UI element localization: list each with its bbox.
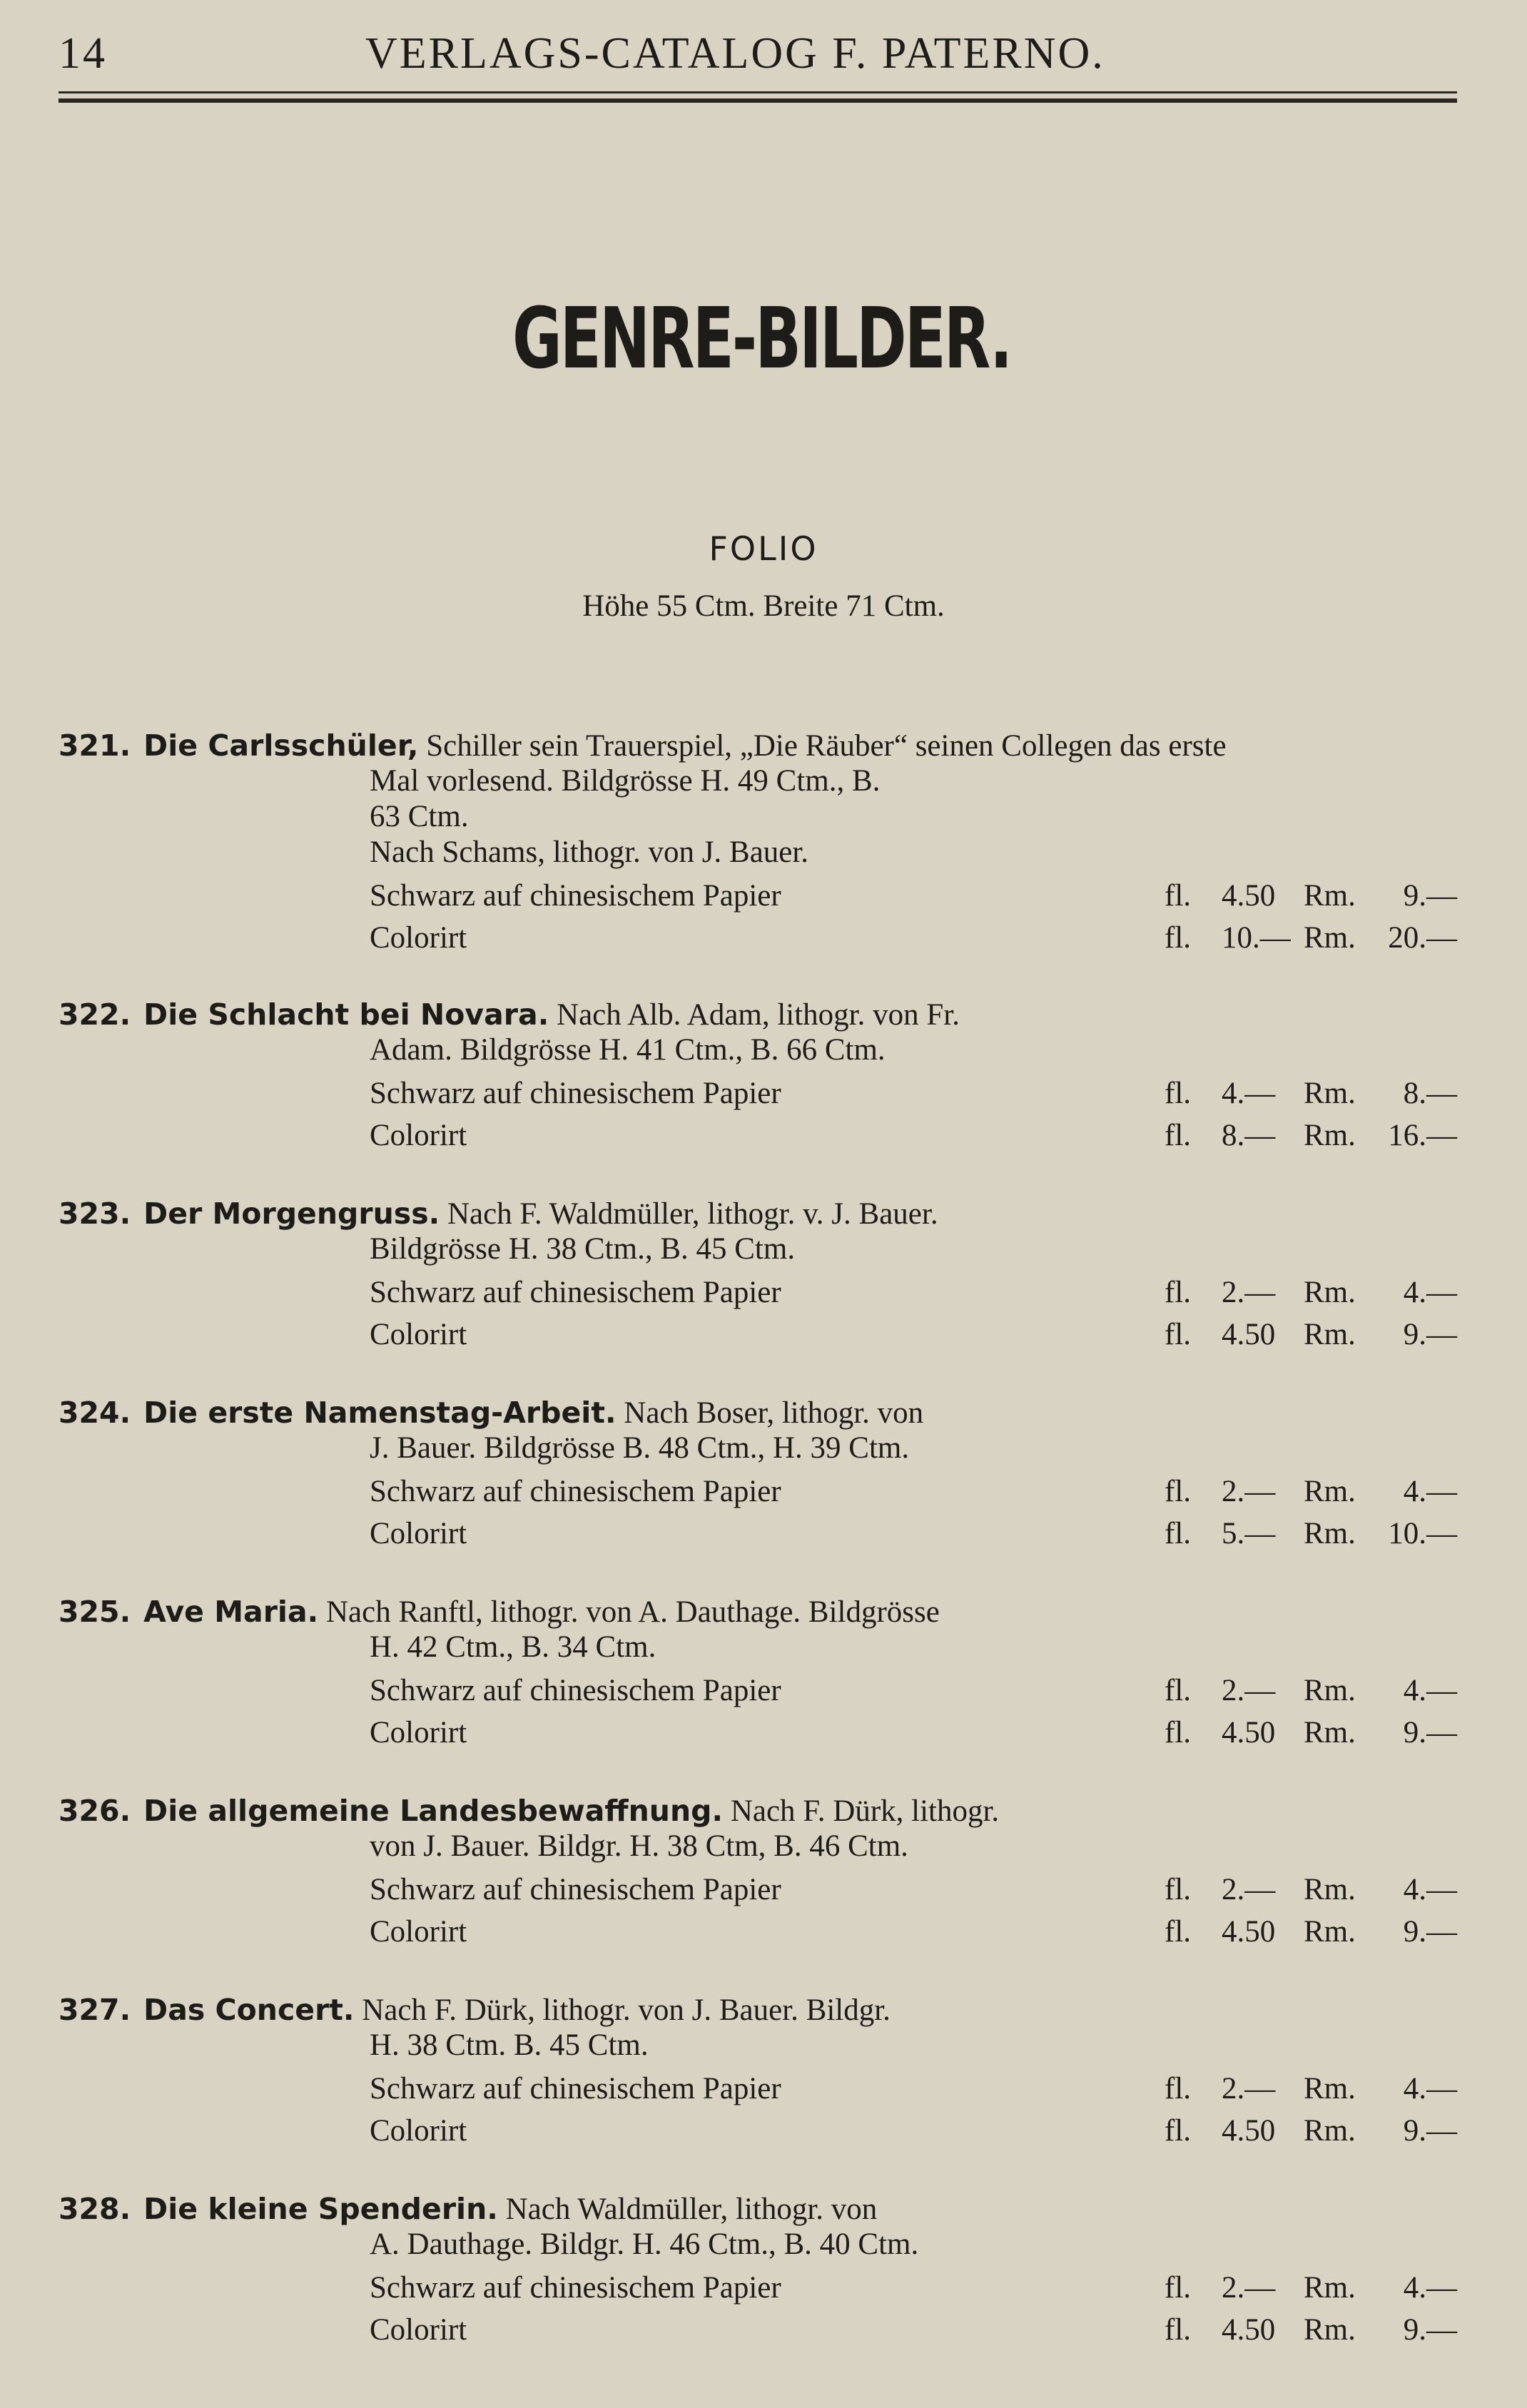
currency-fl: fl. xyxy=(1165,1716,1192,1749)
currency-rm: Rm. xyxy=(1304,1873,1356,1906)
edition-label: Schwarz auf chinesischem Papier xyxy=(370,1873,781,1906)
currency-rm: Rm. xyxy=(1304,1119,1356,1152)
currency-rm: Rm. xyxy=(1304,1915,1356,1949)
price-rm: 4.— xyxy=(1403,1276,1457,1309)
price-rm: 4.— xyxy=(1403,2271,1457,2305)
price-fl: 4.— xyxy=(1222,1077,1276,1110)
price-fl: 2.— xyxy=(1222,2271,1276,2305)
price-row xyxy=(59,1271,1457,1314)
catalog-entry xyxy=(59,997,1457,1157)
entry-title: Die kleine Spenderin. xyxy=(143,2192,498,2226)
edition-label: Schwarz auf chinesischem Papier xyxy=(370,1077,781,1110)
currency-rm: Rm. xyxy=(1304,921,1356,955)
entry-number: 325. xyxy=(59,1595,131,1629)
entry-description: Nach F. Waldmüller, lithogr. v. J. Bauer. xyxy=(447,1197,938,1231)
price-row xyxy=(59,2267,1457,2309)
entry-number: 322. xyxy=(59,997,131,1032)
edition-label: Colorirt xyxy=(370,921,467,955)
entry-description: Mal vorlesend. Bildgrösse H. 49 Ctm., B. xyxy=(370,764,881,798)
entry-title: Die Schlacht bei Novara. xyxy=(143,997,549,1032)
currency-rm: Rm. xyxy=(1304,1517,1356,1550)
price-fl: 4.50 xyxy=(1222,879,1276,913)
catalog-entry xyxy=(59,2191,1457,2351)
currency-fl: fl. xyxy=(1165,921,1192,955)
edition-label: Colorirt xyxy=(370,1915,467,1949)
entry-number: 326. xyxy=(59,1794,131,1828)
entry-description: Bildgrösse H. 38 Ctm., B. 45 Ctm. xyxy=(370,1232,796,1266)
price-row xyxy=(59,1513,1457,1555)
price-rm: 9.— xyxy=(1403,1915,1457,1949)
entry-description: Adam. Bildgrösse H. 41 Ctm., B. 66 Ctm. xyxy=(370,1033,886,1067)
edition-label: Colorirt xyxy=(370,1517,467,1550)
catalog-entry xyxy=(59,1793,1457,1953)
entry-description: H. 42 Ctm., B. 34 Ctm. xyxy=(370,1630,656,1664)
edition-label: Schwarz auf chinesischem Papier xyxy=(370,2271,781,2305)
edition-label: Colorirt xyxy=(370,2313,467,2347)
price-list xyxy=(59,1869,1457,1953)
catalog-entry xyxy=(59,728,1457,959)
edition-label: Schwarz auf chinesischem Papier xyxy=(370,1674,781,1707)
price-row xyxy=(59,1314,1457,1356)
entry-description: Nach F. Dürk, lithogr. xyxy=(730,1794,1000,1828)
edition-label: Colorirt xyxy=(370,1119,467,1152)
edition-label: Colorirt xyxy=(370,2114,467,2148)
price-row xyxy=(59,2309,1457,2351)
entry-number: 323. xyxy=(59,1197,131,1231)
price-rm: 10.— xyxy=(1388,1517,1457,1550)
price-fl: 4.50 xyxy=(1222,2313,1276,2347)
currency-rm: Rm. xyxy=(1304,2072,1356,2105)
currency-fl: fl. xyxy=(1165,2072,1192,2105)
entry-title: Der Morgengruss. xyxy=(143,1197,440,1231)
price-row xyxy=(59,2068,1457,2110)
currency-fl: fl. xyxy=(1165,1915,1192,1949)
entry-description: von J. Bauer. Bildgr. H. 38 Ctm, B. 46 Ctm. xyxy=(370,1829,908,1863)
entry-number: 321. xyxy=(59,728,131,763)
price-fl: 2.— xyxy=(1222,1475,1276,1508)
entry-lead-line xyxy=(59,1196,1457,1231)
entry-number: 328. xyxy=(59,2192,131,2226)
entry-title: Die erste Namenstag-Arbeit. xyxy=(143,1396,617,1430)
currency-rm: Rm. xyxy=(1304,1674,1356,1707)
catalog-entry xyxy=(59,1395,1457,1555)
entry-lead-line xyxy=(59,2191,1457,2227)
price-row xyxy=(59,1072,1457,1114)
price-fl: 4.50 xyxy=(1222,1318,1276,1351)
catalog-entry xyxy=(59,1196,1457,1356)
price-fl: 2.— xyxy=(1222,1873,1276,1906)
currency-rm: Rm. xyxy=(1304,2271,1356,2305)
entry-description: Nach Alb. Adam, lithogr. von Fr. xyxy=(557,998,960,1032)
price-list xyxy=(59,2267,1457,2351)
price-fl: 8.— xyxy=(1222,1119,1276,1152)
entry-lead-line xyxy=(59,1395,1457,1431)
price-list xyxy=(59,1271,1457,1356)
entry-description: Schiller sein Trauerspiel, „Die Räuber“ seinen Collegen das erste xyxy=(426,729,1227,763)
price-rm: 4.— xyxy=(1403,2072,1457,2105)
currency-fl: fl. xyxy=(1165,1276,1192,1309)
currency-fl: fl. xyxy=(1165,1517,1192,1550)
currency-fl: fl. xyxy=(1165,2271,1192,2305)
price-rm: 8.— xyxy=(1403,1077,1457,1110)
price-fl: 2.— xyxy=(1222,1276,1276,1309)
entry-description: Nach Boser, lithogr. von xyxy=(624,1396,924,1430)
currency-fl: fl. xyxy=(1165,1873,1192,1906)
edition-label: Colorirt xyxy=(370,1716,467,1749)
entry-lead-line xyxy=(59,1992,1457,2028)
edition-label: Schwarz auf chinesischem Papier xyxy=(370,1475,781,1508)
entry-lead-line xyxy=(59,728,1457,763)
price-row xyxy=(59,1470,1457,1513)
currency-fl: fl. xyxy=(1165,2313,1192,2347)
edition-label: Colorirt xyxy=(370,1318,467,1351)
price-row xyxy=(59,917,1457,959)
price-rm: 9.— xyxy=(1403,2313,1457,2347)
header-rule-thick xyxy=(59,98,1457,103)
price-rm: 4.— xyxy=(1403,1873,1457,1906)
price-list xyxy=(59,1670,1457,1754)
price-list xyxy=(59,875,1457,959)
currency-fl: fl. xyxy=(1165,1318,1192,1351)
price-fl: 5.— xyxy=(1222,1517,1276,1550)
price-rm: 9.— xyxy=(1403,879,1457,913)
price-fl: 2.— xyxy=(1222,1674,1276,1707)
price-row xyxy=(59,1114,1457,1157)
price-fl: 2.— xyxy=(1222,2072,1276,2105)
edition-label: Schwarz auf chinesischem Papier xyxy=(370,1276,781,1309)
currency-rm: Rm. xyxy=(1304,1077,1356,1110)
running-header xyxy=(59,29,1457,78)
catalog-entry xyxy=(59,1992,1457,2152)
running-title: VERLAGS-CATALOG F. PATERNO. xyxy=(365,29,1105,78)
price-rm: 9.— xyxy=(1403,1716,1457,1749)
price-list xyxy=(59,1072,1457,1157)
entry-description: J. Bauer. Bildgrösse B. 48 Ctm., H. 39 Ctm. xyxy=(370,1431,910,1465)
price-rm: 4.— xyxy=(1403,1674,1457,1707)
currency-fl: fl. xyxy=(1165,1119,1192,1152)
currency-rm: Rm. xyxy=(1304,879,1356,913)
price-row xyxy=(59,1670,1457,1712)
currency-rm: Rm. xyxy=(1304,2114,1356,2148)
price-rm: 16.— xyxy=(1388,1119,1457,1152)
entry-lead-line xyxy=(59,1594,1457,1630)
section-title: GENRE-BILDER. xyxy=(512,289,1011,387)
currency-rm: Rm. xyxy=(1304,1276,1356,1309)
entry-description: A. Dauthage. Bildgr. H. 46 Ctm., B. 40 Ctm. xyxy=(370,2227,919,2261)
header-rule-thin xyxy=(59,91,1457,93)
entry-number: 324. xyxy=(59,1396,131,1430)
price-fl: 4.50 xyxy=(1222,2114,1276,2148)
price-fl: 4.50 xyxy=(1222,1716,1276,1749)
edition-label: Schwarz auf chinesischem Papier xyxy=(370,879,781,913)
currency-rm: Rm. xyxy=(1304,1475,1356,1508)
format-label: FOLIO xyxy=(709,529,818,568)
catalog-entry xyxy=(59,1594,1457,1754)
currency-fl: fl. xyxy=(1165,1077,1192,1110)
price-rm: 9.— xyxy=(1403,1318,1457,1351)
price-rm: 9.— xyxy=(1403,2114,1457,2148)
currency-fl: fl. xyxy=(1165,2114,1192,2148)
entry-number: 327. xyxy=(59,1993,131,2027)
currency-rm: Rm. xyxy=(1304,2313,1356,2347)
entry-description: 63 Ctm. xyxy=(370,800,469,833)
entry-lead-line xyxy=(59,1793,1457,1829)
entry-description: Nach Schams, lithogr. von J. Bauer. xyxy=(370,835,809,869)
price-row xyxy=(59,875,1457,917)
price-rm: 20.— xyxy=(1388,921,1457,955)
price-row xyxy=(59,1911,1457,1953)
entry-title: Das Concert. xyxy=(143,1993,355,2027)
currency-fl: fl. xyxy=(1165,1475,1192,1508)
price-row xyxy=(59,2110,1457,2152)
price-rm: 4.— xyxy=(1403,1475,1457,1508)
price-row xyxy=(59,1712,1457,1754)
edition-label: Schwarz auf chinesischem Papier xyxy=(370,2072,781,2105)
entry-description: H. 38 Ctm. B. 45 Ctm. xyxy=(370,2028,649,2062)
currency-rm: Rm. xyxy=(1304,1716,1356,1749)
entry-description: Nach Ranftl, lithogr. von A. Dauthage. Bildgrösse xyxy=(325,1595,940,1629)
price-list xyxy=(59,1470,1457,1555)
price-fl: 4.50 xyxy=(1222,1915,1276,1949)
currency-fl: fl. xyxy=(1165,879,1192,913)
price-row xyxy=(59,1869,1457,1911)
page-number: 14 xyxy=(59,29,107,78)
entry-title: Die allgemeine Landesbewaffnung. xyxy=(143,1794,724,1828)
entry-lead-line xyxy=(59,997,1457,1032)
entry-title: Ave Maria. xyxy=(143,1595,319,1629)
currency-rm: Rm. xyxy=(1304,1318,1356,1351)
entry-description: Nach Waldmüller, lithogr. von xyxy=(505,2193,878,2226)
price-fl: 10.— xyxy=(1222,921,1291,955)
entry-description: Nach F. Dürk, lithogr. von J. Bauer. Bildgr. xyxy=(362,1993,891,2027)
format-dimensions: Höhe 55 Ctm. Breite 71 Ctm. xyxy=(582,589,945,623)
price-list xyxy=(59,2068,1457,2152)
currency-fl: fl. xyxy=(1165,1674,1192,1707)
entry-title: Die Carlsschüler, xyxy=(143,728,419,763)
